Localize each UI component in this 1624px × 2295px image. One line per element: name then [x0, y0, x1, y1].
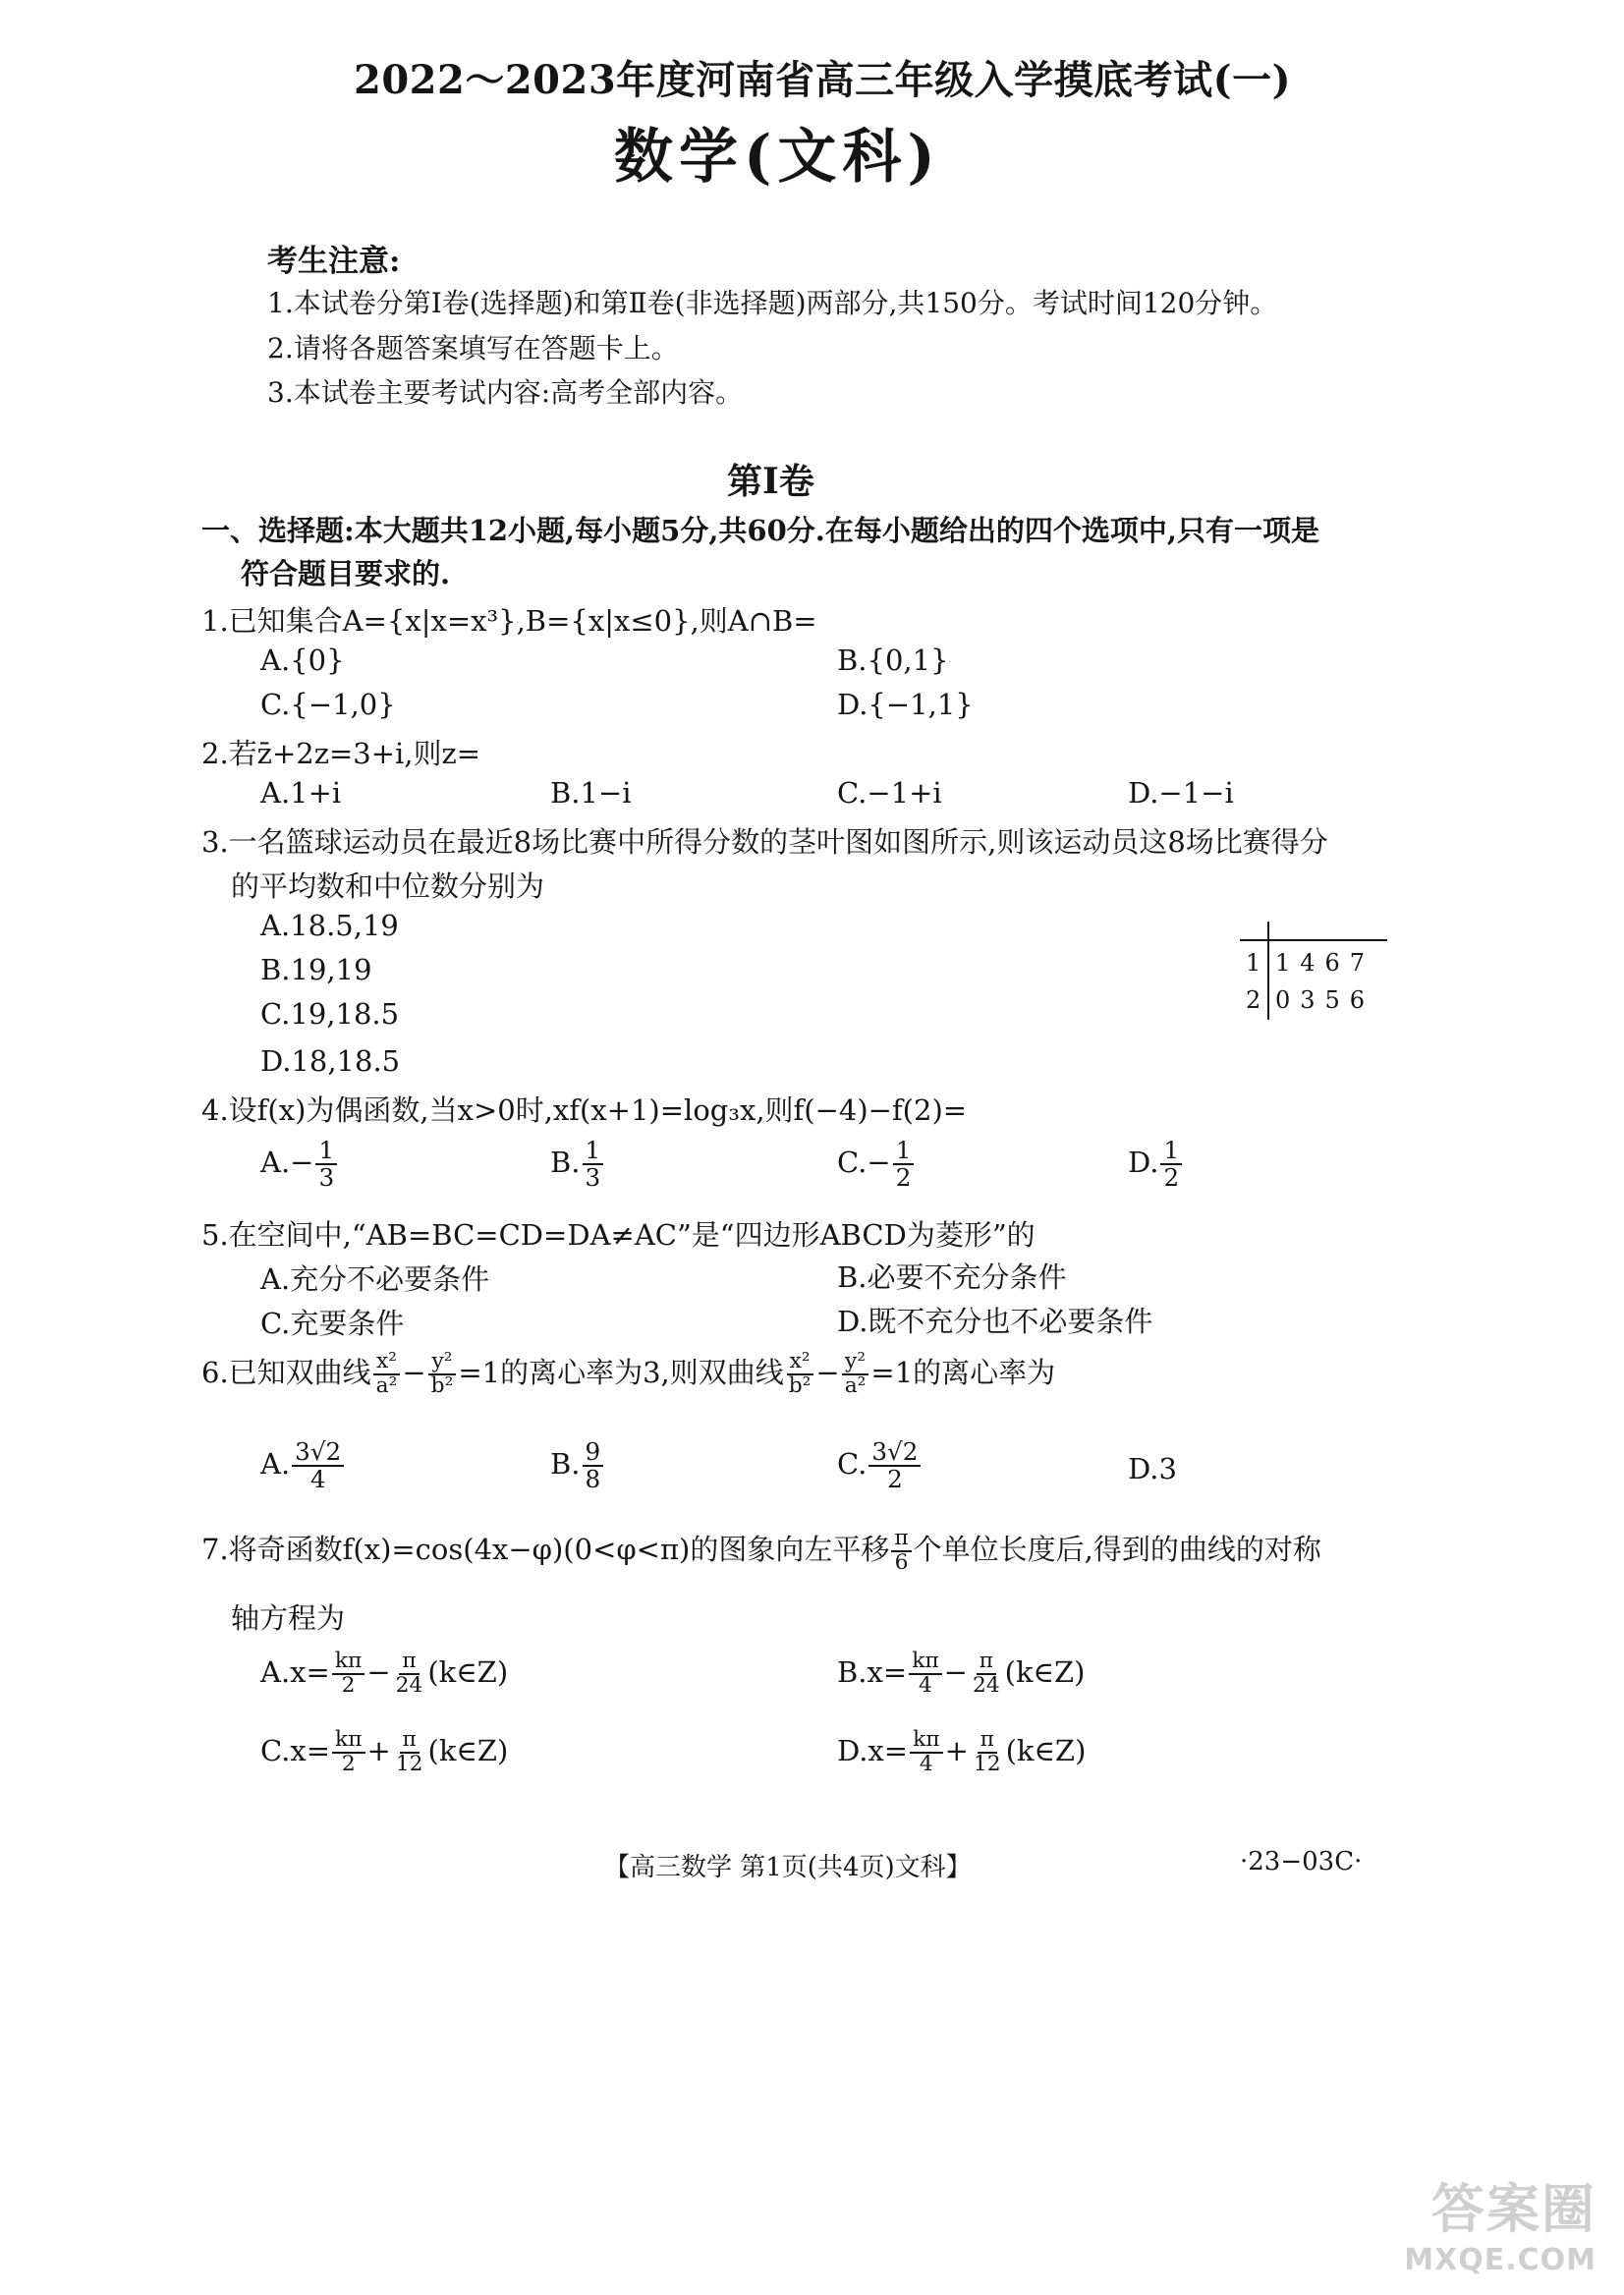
option-label: C.x= [260, 1733, 331, 1767]
fraction-numerator: 1 [1160, 1138, 1182, 1165]
option-fraction [332, 1651, 364, 1698]
option-fraction [893, 1138, 915, 1191]
fraction-denominator: 24 [395, 1672, 423, 1698]
question-7-stem-line1 [201, 1528, 1321, 1575]
question-4-option-b [550, 1138, 605, 1191]
option-fraction [332, 1729, 364, 1776]
question-5-option-a: A.充分不必要条件 [260, 1262, 490, 1296]
option-label: D. [1128, 1452, 1159, 1485]
fraction-denominator: 3 [585, 1162, 601, 1192]
question-7-option-c [260, 1729, 508, 1776]
watermark-line1: 答案圈 [1431, 2178, 1596, 2240]
option-label: B. [550, 1446, 581, 1481]
section-title: 第Ⅰ卷 [727, 461, 814, 502]
question-2-option-d: D.−1−i [1128, 776, 1234, 810]
question-5-option-b: B.必要不充分条件 [837, 1260, 1067, 1294]
question-3-stem-line2: 的平均数和中位数分别为 [231, 869, 545, 903]
stem-text: =1的离心率为3,则双曲线 [458, 1356, 784, 1389]
fraction-numerator: 3√2 [292, 1439, 344, 1467]
option-label: D.x= [837, 1733, 909, 1767]
fraction-pi-6 [891, 1528, 911, 1575]
fraction-numerator: x² [787, 1351, 813, 1375]
option-fraction [315, 1138, 337, 1191]
question-7-option-b [837, 1651, 1086, 1698]
fraction-numerator: y² [428, 1351, 455, 1375]
fraction-denominator: 8 [585, 1464, 601, 1493]
option-sign: − [290, 1145, 314, 1179]
question-7-option-a [260, 1651, 508, 1698]
fraction-numerator: 9 [583, 1439, 604, 1467]
question-7-stem-line2: 轴方程为 [231, 1601, 346, 1635]
fraction-numerator: 3√2 [868, 1439, 921, 1467]
note-2: 2.请将各题答案填写在答题卡上。 [267, 332, 679, 364]
question-2-option-a: A.1+i [260, 776, 342, 810]
fraction-denominator: 3 [318, 1162, 335, 1192]
fraction-denominator: 12 [973, 1751, 1001, 1776]
fraction-numerator: kπ [332, 1729, 364, 1754]
fraction-numerator: 1 [583, 1138, 604, 1165]
fraction-denominator: b² [788, 1373, 812, 1398]
question-3-option-c: C.19,18.5 [260, 997, 400, 1031]
option-label: A. [260, 1446, 291, 1481]
notes-heading: 考生注意: [267, 244, 401, 279]
option-operator: + [944, 1733, 969, 1767]
paper-code: ·23−03C· [1240, 1847, 1363, 1876]
fraction-denominator: b² [430, 1373, 454, 1398]
fraction-denominator: 4 [309, 1464, 326, 1493]
question-3-option-b: B.19,19 [260, 953, 372, 986]
stem-value: 1 [1246, 949, 1261, 977]
exam-title: 2022～2023年度河南省高三年级入学摸底考试(一) [354, 57, 1292, 103]
option-fraction [393, 1729, 426, 1776]
fraction-y2-a2 [842, 1351, 869, 1398]
option-fraction [868, 1439, 921, 1492]
option-value: 3 [1158, 1452, 1177, 1485]
fraction-denominator: 4 [919, 1751, 933, 1776]
option-tail: (k∈Z) [427, 1733, 509, 1767]
question-6-option-b [550, 1439, 605, 1492]
fraction-denominator: 4 [919, 1672, 932, 1698]
stem-text: 7.将奇函数f(x)=cos(4x−φ)(0<φ<π)的图象向左平移 [201, 1533, 890, 1566]
note-1: 1.本试卷分第Ⅰ卷(选择题)和第Ⅱ卷(非选择题)两部分,共150分。考试时间120分钟。 [267, 287, 1278, 319]
part-instructions-line2: 符合题目要求的. [241, 557, 451, 590]
fraction-numerator: x² [373, 1351, 400, 1375]
option-tail: (k∈Z) [1005, 1733, 1087, 1767]
fraction-numerator: y² [842, 1351, 868, 1375]
question-5-option-d: D.既不充分也不必要条件 [837, 1305, 1153, 1338]
option-fraction [393, 1651, 426, 1698]
fraction-x2-b2 [786, 1351, 814, 1398]
fraction-numerator: π [399, 1651, 419, 1675]
option-label: C. [837, 1446, 868, 1481]
option-label: B. [550, 1145, 581, 1179]
watermark-line2: MXQE.COM [1404, 2243, 1596, 2277]
part-instructions-line1: 一、选择题:本大题共12小题,每小题5分,共60分.在每小题给出的四个选项中,只有一项是 [201, 514, 1319, 547]
question-1-option-d: D.{−1,1} [837, 688, 974, 721]
option-tail: (k∈Z) [427, 1654, 509, 1689]
watermark-logo [1404, 2167, 1596, 2277]
option-fraction [971, 1729, 1004, 1776]
question-1-stem: 1.已知集合A={x|x=x³},B={x|x≤0},则A∩B= [201, 604, 817, 638]
option-fraction [1160, 1138, 1182, 1191]
fraction-denominator: 24 [972, 1672, 1000, 1698]
option-sign: − [867, 1145, 891, 1179]
question-7-option-d [837, 1729, 1086, 1776]
fraction-denominator: 2 [341, 1751, 356, 1776]
question-2-stem: 2.若z̄+2z=3+i,则z= [201, 737, 481, 770]
fraction-numerator: π [977, 1651, 996, 1675]
question-3-option-a: A.18.5,19 [260, 909, 399, 942]
stem-text: 个单位长度后,得到的曲线的对称 [913, 1533, 1321, 1566]
question-3-option-d: D.18,18.5 [260, 1044, 401, 1078]
fraction-numerator: π [891, 1528, 911, 1552]
question-2-option-b: B.1−i [550, 776, 632, 810]
question-6-option-a [260, 1439, 346, 1492]
option-operator: + [366, 1733, 391, 1767]
fraction-denominator: 2 [1163, 1162, 1180, 1192]
fraction-denominator: a² [844, 1373, 867, 1398]
option-fraction [970, 1651, 1003, 1698]
stem-leaf-top-rule [1240, 939, 1387, 941]
fraction-denominator: 2 [341, 1672, 356, 1698]
option-label: D. [1128, 1145, 1159, 1179]
fraction-numerator: kπ [910, 1729, 942, 1754]
fraction-numerator: π [400, 1729, 420, 1754]
question-5-stem: 5.在空间中,“AB=BC=CD=DA≠AC”是“四边形ABCD为菱形”的 [201, 1218, 1036, 1252]
fraction-numerator: 1 [893, 1138, 915, 1165]
question-2-option-c: C.−1+i [837, 776, 942, 810]
question-5-option-c: C.充要条件 [260, 1307, 405, 1340]
subject-title: 数学(文科) [614, 123, 941, 192]
fraction-numerator: π [978, 1729, 997, 1754]
option-label: A. [260, 1145, 291, 1179]
fraction-numerator: kπ [909, 1651, 941, 1675]
stem-leaf-row [1240, 949, 1387, 979]
option-label: B.x= [837, 1654, 908, 1689]
stem-leaf-row [1240, 986, 1387, 1016]
fraction-y2-b2 [428, 1351, 457, 1398]
fraction-denominator: 2 [895, 1162, 912, 1192]
leaf-values: 1467 [1275, 949, 1375, 977]
option-fraction [910, 1729, 942, 1776]
question-4-stem: 4.设f(x)为偶函数,当x>0时,xf(x+1)=log₃x,则f(−4)−f(2)= [201, 1093, 968, 1127]
question-1-option-a: A.{0} [260, 644, 345, 677]
page-footer: 【高三数学 第1页(共4页)文科】 [604, 1853, 972, 1882]
stem-value: 2 [1246, 986, 1261, 1014]
option-fraction [583, 1138, 604, 1191]
stem-leaf-plot [1240, 922, 1387, 1020]
question-4-option-d [1128, 1138, 1184, 1191]
option-label: C. [837, 1145, 868, 1179]
fraction-denominator: 2 [887, 1464, 903, 1493]
fraction-denominator: a² [375, 1373, 398, 1398]
option-tail: (k∈Z) [1004, 1654, 1086, 1689]
stem-text: 6.已知双曲线 [201, 1356, 371, 1389]
note-3: 3.本试卷主要考试内容:高考全部内容。 [267, 376, 744, 409]
fraction-denominator: 12 [395, 1751, 423, 1776]
fraction-denominator: 6 [894, 1550, 909, 1575]
question-6-option-d [1128, 1452, 1177, 1485]
option-operator: − [943, 1654, 968, 1689]
option-label: A.x= [260, 1654, 330, 1689]
fraction-x2-a2 [373, 1351, 401, 1398]
question-1-option-b: B.{0,1} [837, 644, 949, 677]
fraction-numerator: kπ [332, 1651, 364, 1675]
option-fraction [583, 1439, 604, 1492]
question-6-stem: 6.已知双曲线 $\frac{\text{x²}}{\text{a²}}$ − $\frac{\text{y²}}{\text{b²}}$ =1的离心率为3,则双曲线 $\frac{\text{x²}}{\text{b²}}$ − $\frac{\text{y²}}{\text{a²}}$ =1的离心率为 [201, 1349, 1056, 1398]
option-fraction [909, 1651, 941, 1698]
question-4-option-a [260, 1138, 339, 1191]
option-operator: − [366, 1654, 391, 1689]
leaf-values: 0356 [1275, 986, 1375, 1014]
question-4-option-c [837, 1138, 916, 1191]
question-6-option-c [837, 1439, 923, 1492]
fraction-numerator: 1 [315, 1138, 337, 1165]
stem-text: =1的离心率为 [870, 1356, 1056, 1389]
question-1-option-c: C.{−1,0} [260, 688, 396, 721]
question-3-stem-line1: 3.一名篮球运动员在最近8场比赛中所得分数的茎叶图如图所示,则该运动员这8场比赛得分 [201, 825, 1328, 859]
option-fraction [292, 1439, 344, 1492]
